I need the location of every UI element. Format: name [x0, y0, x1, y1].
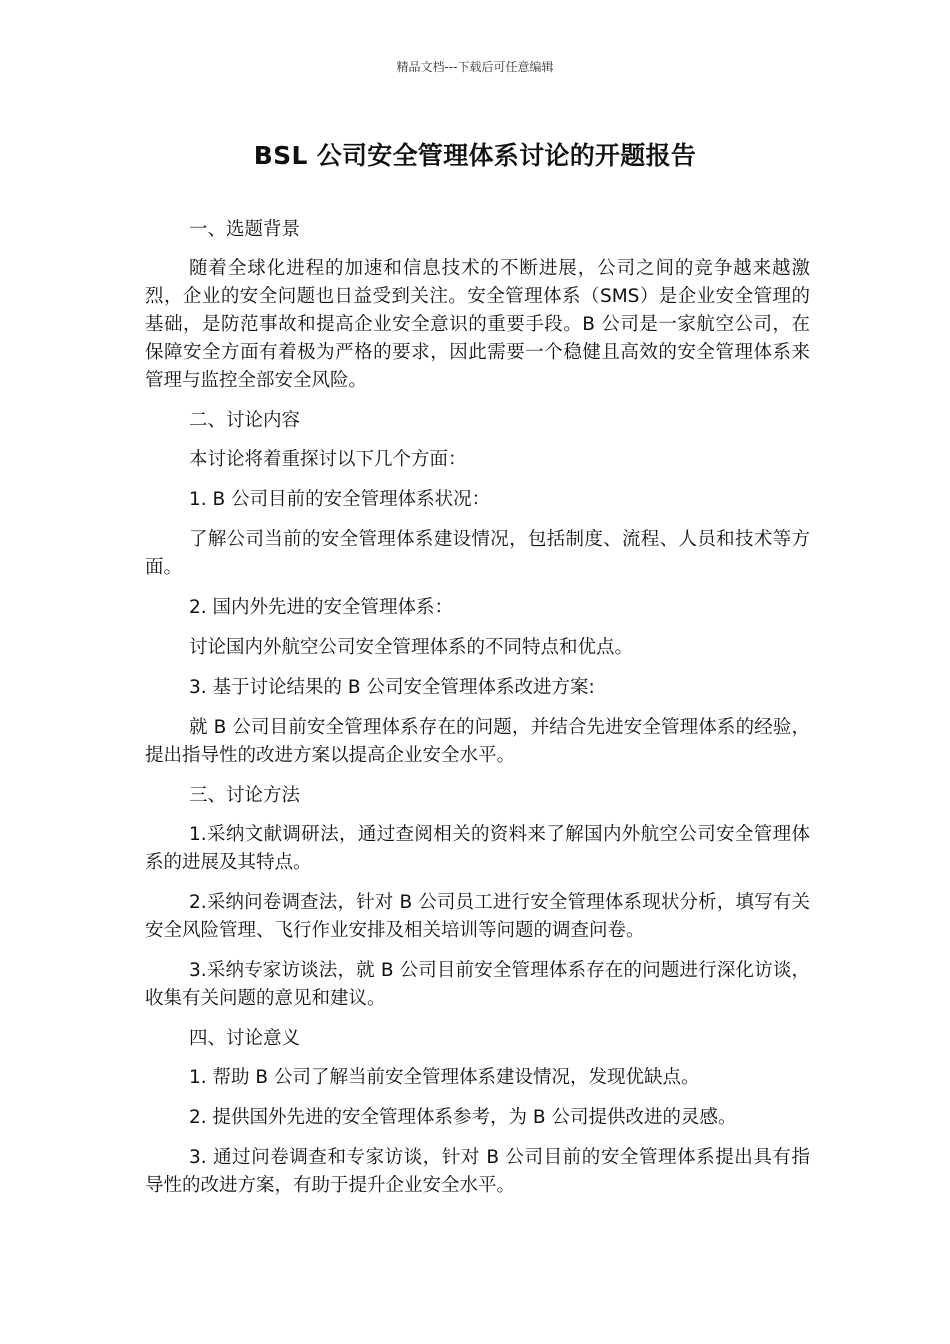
list-item-heading: 1. B 公司目前的安全管理体系状况： [189, 489, 491, 510]
paragraph: 讨论国内外航空公司安全管理体系的不同特点和优点。 [189, 637, 634, 658]
list-item: 2. 提供国外先进的安全管理体系参考，为 B 公司提供改进的灵感。 [189, 1107, 737, 1128]
document-title: BSL 公司安全管理体系讨论的开题报告 [253, 141, 697, 170]
list-item: 1. 帮助 B 公司了解当前安全管理体系建设情况，发现优缺点。 [189, 1067, 700, 1088]
list-item-heading: 3. 基于讨论结果的 B 公司安全管理体系改进方案: [189, 677, 595, 698]
paragraph-background: 随着全球化进程的加速和信息技术的不断进展，公司之间的竞争越来越激烈，企业的安全问题也日益受到关注。安全管理体系（SMS）是企业安全管理的基础，是防范事故和提高企业安全意识的重要手段。B 公司是一家航空公司，在保障安全方面有着极为严格的要求，因此需要一个稳健且高效的安全管理体系来管理与监控全部安全风险。 [145, 258, 810, 391]
list-item: 2.采纳问卷调查法，针对 B 公司员工进行安全管理体系现状分析，填写有关安全风险管理、飞行作业安排及相关培训等问题的调查问卷。 [145, 892, 810, 941]
list-item-heading: 2. 国内外先进的安全管理体系： [189, 597, 454, 618]
section-heading-content: 二、讨论内容 [189, 410, 301, 431]
page-header-note: 精品文档---下载后可任意编辑 [396, 60, 554, 74]
section-heading-methods: 三、讨论方法 [189, 785, 301, 806]
list-item: 3. 通过问卷调查和专家访谈，针对 B 公司目前的安全管理体系提出具有指导性的改进方案，有助于提升企业安全水平。 [145, 1147, 810, 1196]
paragraph: 就 B 公司目前安全管理体系存在的问题，并结合先进安全管理体系的经验，提出指导性的改进方案以提高企业安全水平。 [145, 717, 810, 766]
list-item: 3.采纳专家访谈法，就 B 公司目前安全管理体系存在的问题进行深化访谈，收集有关问题的意见和建议。 [145, 960, 810, 1009]
paragraph: 了解公司当前的安全管理体系建设情况，包括制度、流程、人员和技术等方面。 [145, 529, 810, 578]
list-item: 1.采纳文献调研法，通过查阅相关的资料来了解国内外航空公司安全管理体系的进展及其特点。 [145, 824, 810, 873]
section-heading-significance: 四、讨论意义 [189, 1028, 301, 1049]
document-body [145, 216, 810, 1212]
paragraph-intro: 本讨论将着重探讨以下几个方面： [189, 449, 467, 470]
section-heading-background: 一、选题背景 [189, 219, 301, 240]
